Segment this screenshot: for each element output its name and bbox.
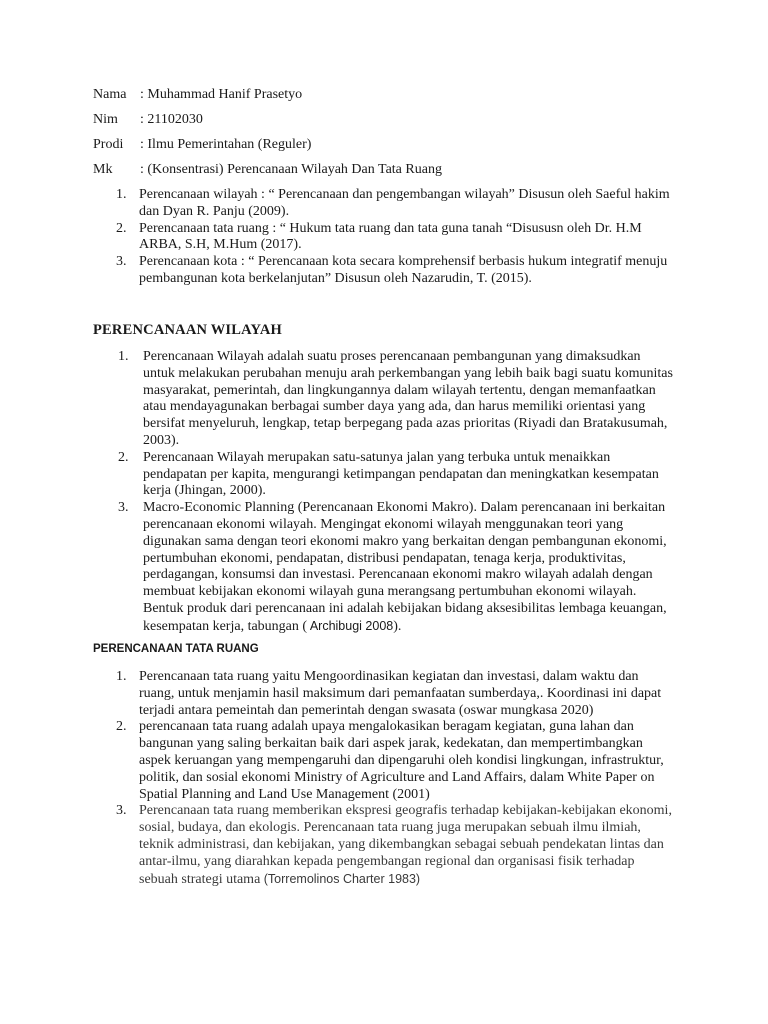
list-number: 2. bbox=[116, 719, 127, 735]
list-item bbox=[118, 449, 673, 500]
info-label: Nama bbox=[93, 87, 127, 102]
info-value: : Ilmu Pemerintahan (Reguler) bbox=[140, 137, 312, 152]
citation: Archibugi 2008 bbox=[307, 618, 394, 633]
info-value: : Muhammad Hanif Prasetyo bbox=[140, 87, 303, 102]
info-value: : (Konsentrasi) Perencanaan Wilayah Dan Tata Ruang bbox=[140, 162, 442, 177]
list-text: Perencanaan kota : “ Perencanaan kota secara komprehensif berbasis hukum integratif menuju pembangunan kota berkelanjutan” Disusun oleh Nazarudin, T. (2015). bbox=[139, 254, 668, 286]
list-number: 1. bbox=[116, 187, 127, 202]
info-label: Nim bbox=[93, 112, 118, 127]
wilayah-list bbox=[118, 349, 673, 636]
reference-list bbox=[116, 187, 679, 288]
tata-ruang-list bbox=[116, 669, 674, 888]
list-number: 3. bbox=[116, 803, 127, 819]
list-number: 1. bbox=[116, 669, 127, 684]
list-item bbox=[116, 220, 679, 255]
list-item bbox=[116, 719, 674, 803]
list-text: Perencanaan tata ruang : “ Hukum tata ruang dan tata guna tanah “Disususn oleh Dr. H.M ARBA, S.H, M.Hum (2017). bbox=[139, 220, 642, 253]
info-label: Mk bbox=[93, 162, 113, 177]
list-item bbox=[116, 803, 674, 888]
list-text: Perencanaan Wilayah merupakan satu-satunya jalan yang terbuka untuk menaikkan pendapatan per kapita, mengurangi ketimpangan pendapatan dan meningkatkan kesempatan kerja (Jhingan, 2000). bbox=[143, 449, 659, 499]
list-text: Macro-Economic Planning (Perencanaan Ekonomi Makro). Dalam perencanaan ini berkaitan perencanaan ekonomi wilayah. Mengingat ekonomi wilayah menggunakan teori yang digunakan sama dengan teori ekonomi makro yang berkaitan dengan pembangunan ekonomi, pertumbuhan ekonomi, pendapatan, distribusi pendapatan, tenaga kerja, produktivitas, perdagangan, konsumsi dan investasi. Perencanaan ekonomi makro wilayah adalah dengan membuat kebijakan ekonomi wilayah guna merangsang pertumbuhan ekonomi wilayah. Bentuk produk dari perencanaan ini adalah kebijakan bidang aksesibilitas lembaga keuangan, kesempatan kerja, tabungan ( bbox=[143, 500, 667, 634]
list-item bbox=[118, 349, 673, 450]
list-number: 1. bbox=[118, 349, 129, 364]
list-number: 2. bbox=[118, 449, 129, 465]
list-text: Perencanaan Wilayah adalah suatu proses perencanaan pembangunan yang dimaksudkan untuk melakukan perubahan menuju arah perkembangan yang lebih baik bagi suatu komunitas masyarakat, pemerintah, dan lingkungannya dalam wilayah tertentu, dengan memanfaatkan atau mendayagunakan berbagai sumber daya yang ada, dan harus memiliki orientasi yang bersifat menyeluruh, lengkap, tetap berpegang pada azas prioritas (Riyadi dan Bratakusumah, 2003). bbox=[143, 349, 673, 448]
list-number: 2. bbox=[116, 220, 127, 236]
list-text: Perencanaan tata ruang memberikan ekspresi geografis terhadap kebijakan-kebijakan ekonomi, sosial, budaya, dan ekologis. Perencanaan tata ruang juga merupakan sebuah ilmu ilmiah, teknik administrasi, dan kebijakan, yang dikembangkan sebagai sebuah pendekatan lintas dan antar-ilmu, yang diarahkan kepada pengembangan regional dan organisasi fisik terhadap sebuah strategi utama bbox=[139, 803, 672, 887]
list-item bbox=[116, 187, 679, 221]
list-text: Perencanaan wilayah : “ Perencanaan dan pengembangan wilayah” Disusun oleh Saeful hakim dan Dyan R. Panju (2009). bbox=[139, 187, 670, 219]
info-label: Prodi bbox=[93, 137, 124, 152]
list-text: Perencanaan tata ruang yaitu Mengoordinasikan kegiatan dan investasi, dalam waktu dan ruang, untuk menjamin hasil maksimum dari pemanfaatan sumberdaya,. Koordinasi ini dapat terjadi antara pemeintah dan pemerintah dengan swasata (oswar mungkasa 2020) bbox=[139, 669, 662, 718]
list-number: 3. bbox=[116, 254, 127, 270]
info-value: : 21102030 bbox=[140, 112, 203, 127]
citation: (Torremolinos Charter 1983) bbox=[260, 871, 421, 886]
list-text-end: ). bbox=[393, 618, 402, 634]
list-item bbox=[116, 669, 674, 719]
list-item bbox=[118, 500, 673, 635]
list-number: 3. bbox=[118, 500, 129, 516]
section-heading-tata-ruang: PERENCANAAN TATA RUANG bbox=[93, 643, 259, 655]
section-heading-wilayah: PERENCANAAN WILAYAH bbox=[93, 322, 282, 338]
list-item bbox=[116, 254, 679, 288]
list-text: perencanaan tata ruang adalah upaya mengalokasikan beragam kegiatan, guna lahan dan bangunan yang saling berkaitan baik dari aspek jarak, kedekatan, dan mempertimbangkan aspek keruangan yang mempengaruhi dan dipengaruhi oleh kondisi lingkungan, infrastruktur, politik, dan sosial ekonomi Ministry of Agriculture and Land Affairs, dalam White Paper on Spatial Planning and Land Use Management (2001) bbox=[139, 719, 664, 802]
